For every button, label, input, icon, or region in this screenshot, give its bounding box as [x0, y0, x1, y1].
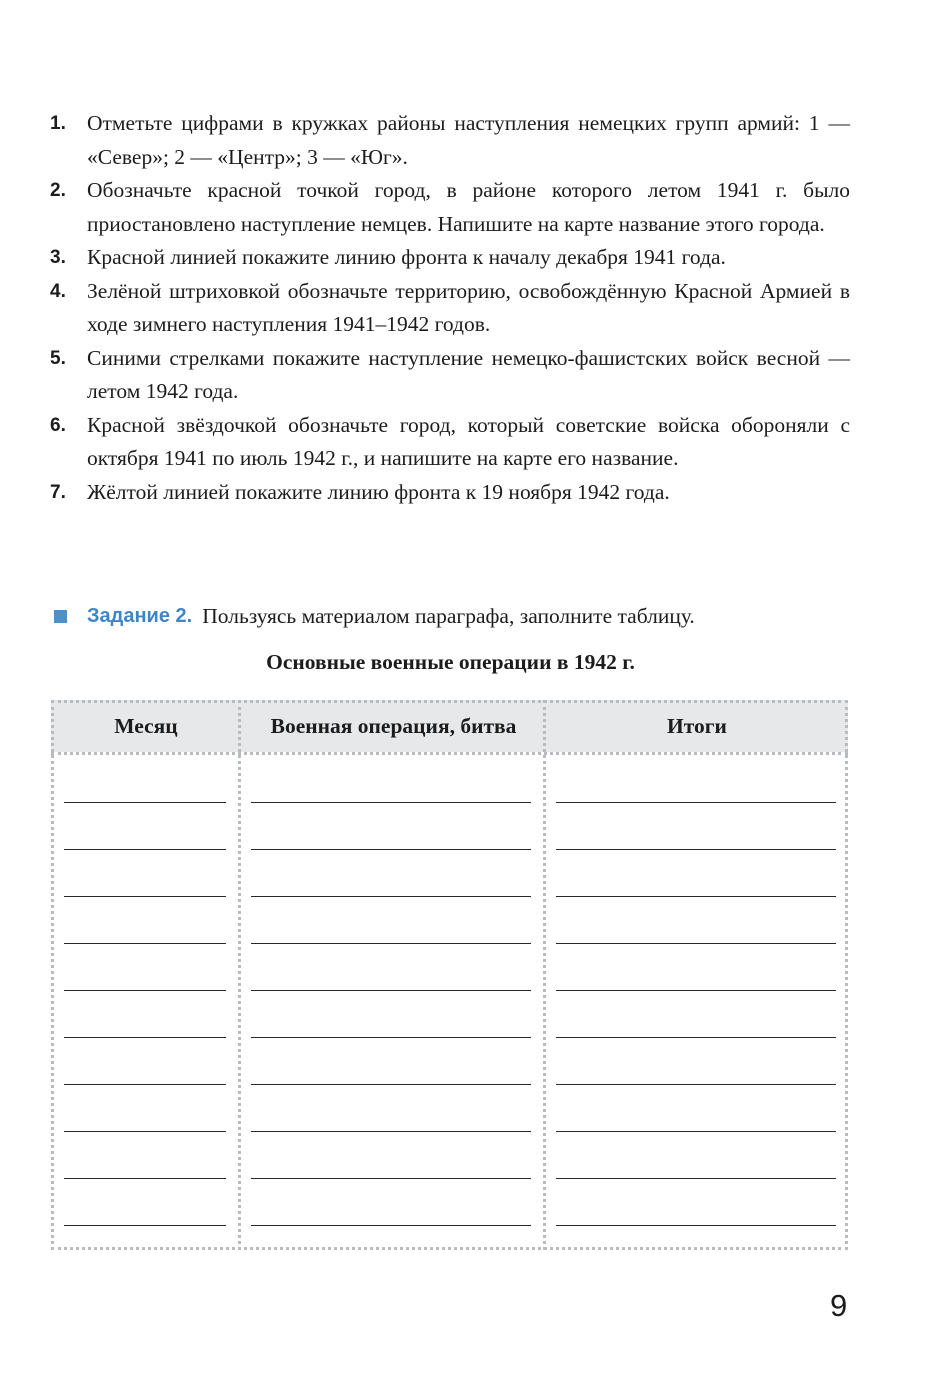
item-number: 3.: [50, 247, 66, 268]
answer-line[interactable]: [64, 802, 226, 803]
column-divider: [543, 700, 546, 1250]
list-item: [50, 275, 850, 342]
answer-line[interactable]: [251, 1037, 531, 1038]
column-divider: [238, 700, 241, 1250]
answer-line[interactable]: [251, 849, 531, 850]
table-border-bottom: [51, 1247, 848, 1250]
answer-line[interactable]: [251, 802, 531, 803]
answer-line[interactable]: [251, 943, 531, 944]
answer-line[interactable]: [251, 1178, 531, 1179]
table-border-right: [845, 700, 848, 1250]
answer-line[interactable]: [556, 1131, 836, 1132]
answer-line[interactable]: [556, 1178, 836, 1179]
answer-line[interactable]: [251, 990, 531, 991]
column-header-month: Месяц: [114, 714, 178, 738]
list-item: [50, 409, 850, 476]
answer-line[interactable]: [64, 1178, 226, 1179]
answer-line[interactable]: [64, 849, 226, 850]
list-item: [50, 241, 850, 275]
header-divider: [51, 752, 848, 755]
list-item: [50, 107, 850, 174]
answer-line[interactable]: [556, 943, 836, 944]
item-text: Жёлтой линией покажите линию фронта к 19 ноября 1942 года.: [87, 479, 670, 504]
answer-line[interactable]: [556, 896, 836, 897]
item-text: Красной звёздочкой обозначьте город, который советские войска обороняли с октября 1941 по июль 1942 г., и напишите на карте его название.: [87, 412, 850, 470]
column-header-operation: Военная операция, битва: [270, 714, 517, 738]
answer-line[interactable]: [251, 1131, 531, 1132]
table-title: Основные военные операции в 1942 г.: [266, 650, 635, 674]
answer-line[interactable]: [556, 802, 836, 803]
item-text: Обозначьте красной точкой город, в районе которого летом 1941 г. было приостановлено наступление немцев. Напишите на карте название этого города.: [87, 178, 850, 236]
item-number: 7.: [50, 481, 66, 503]
square-bullet-icon: [54, 610, 67, 623]
item-text: Зелёной штриховкой обозначьте территорию, освобождённую Красной Армией в ходе зимнего наступления 1941–1942 годов.: [87, 278, 850, 336]
answer-line[interactable]: [556, 990, 836, 991]
table-border-left: [51, 700, 54, 1250]
list-item: [50, 174, 850, 241]
answer-line[interactable]: [251, 1225, 531, 1226]
task-label: Задание 2.: [87, 605, 193, 627]
item-text: Отметьте цифрами в кружках районы наступления немецких групп армий: 1 — «Север»; 2 — «Центр»; 3 — «Юг».: [87, 111, 850, 169]
answer-line[interactable]: [556, 849, 836, 850]
column-header-results: Итоги: [667, 714, 727, 738]
instructions-list: [50, 107, 850, 509]
item-number: 6.: [50, 414, 66, 436]
list-item: [50, 476, 850, 510]
answer-line[interactable]: [251, 1084, 531, 1085]
operations-table: [51, 700, 848, 1250]
item-text: Синими стрелками покажите наступление немецко-фашистских войск весной — летом 1942 года.: [87, 345, 850, 403]
answer-line[interactable]: [64, 896, 226, 897]
answer-line[interactable]: [64, 990, 226, 991]
answer-line[interactable]: [64, 1131, 226, 1132]
item-text: Красной линией покажите линию фронта к началу декабря 1941 года.: [87, 245, 726, 269]
answer-line[interactable]: [64, 1037, 226, 1038]
answer-line[interactable]: [556, 1037, 836, 1038]
answer-line[interactable]: [556, 1225, 836, 1226]
item-number: 2.: [50, 180, 66, 201]
answer-line[interactable]: [64, 1225, 226, 1226]
answer-line[interactable]: [64, 1084, 226, 1085]
answer-line[interactable]: [251, 896, 531, 897]
item-number: 1.: [50, 113, 66, 134]
item-number: 4.: [50, 280, 66, 302]
list-item: [50, 342, 850, 409]
item-number: 5.: [50, 347, 66, 369]
task-heading: [54, 604, 695, 629]
page-number: 9: [830, 1288, 848, 1323]
task-text: Пользуясь материалом параграфа, заполните таблицу.: [202, 604, 695, 628]
table-border-top: [51, 700, 848, 703]
answer-line[interactable]: [64, 943, 226, 944]
answer-line[interactable]: [556, 1084, 836, 1085]
